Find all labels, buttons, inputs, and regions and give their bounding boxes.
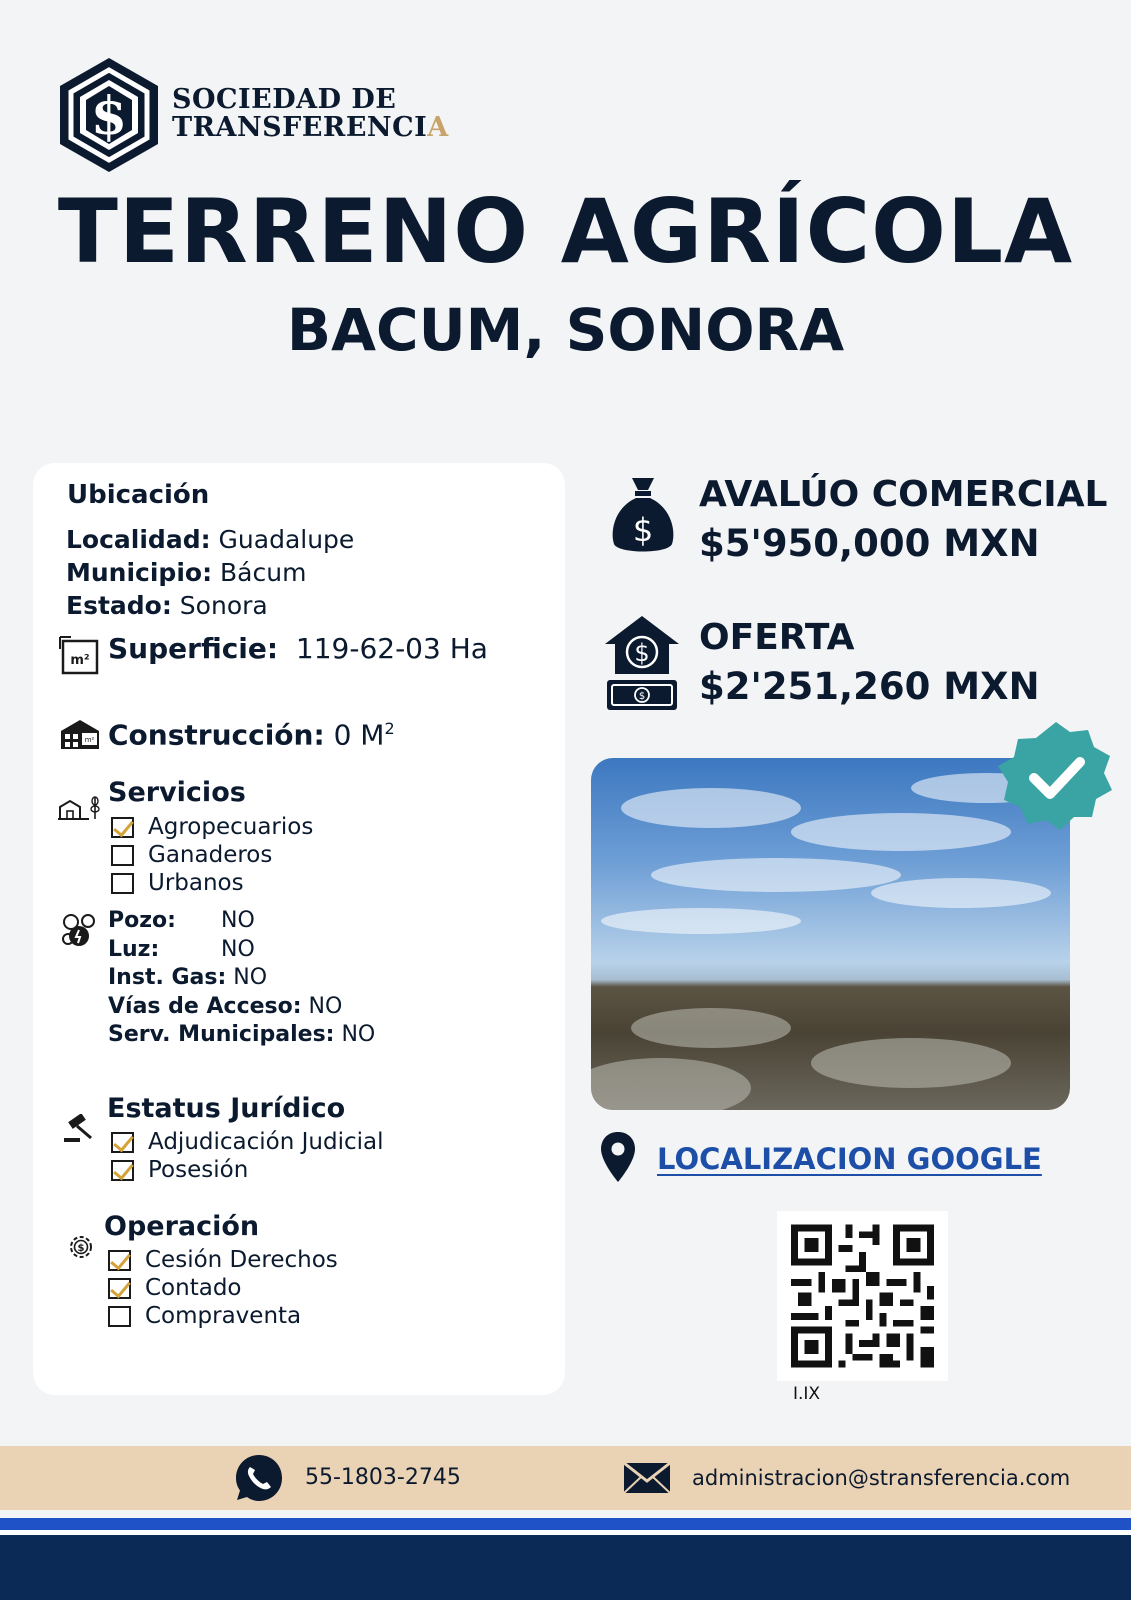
operacion-compraventa[interactable] — [108, 1302, 338, 1330]
svg-text:$: $ — [634, 639, 650, 667]
oferta-label: OFERTA — [699, 617, 855, 658]
operacion-contado[interactable] — [108, 1274, 338, 1302]
oferta-value: $2'251,260 MXN — [699, 665, 1040, 708]
estatus-posesion[interactable] — [111, 1156, 384, 1184]
avaluo-value: $5'950,000 MXN — [699, 522, 1040, 565]
construccion-row — [108, 711, 395, 753]
servicio-ganaderos-label: Ganaderos — [148, 842, 273, 868]
logo-text — [172, 86, 449, 142]
footer-stripe-blue — [0, 1518, 1131, 1530]
estatus-checklist — [111, 1128, 384, 1184]
pozo-label: Pozo: — [108, 908, 176, 933]
superficie-row — [108, 631, 488, 667]
municipales-label: Serv. Municipales: — [108, 1022, 335, 1047]
servicios-details — [108, 907, 375, 1050]
servicio-urbanos-label: Urbanos — [148, 870, 244, 896]
google-location-link[interactable]: LOCALIZACION GOOGLE — [657, 1142, 1042, 1176]
checkbox-posesion[interactable] — [111, 1160, 134, 1181]
svg-text:$: $ — [90, 86, 128, 147]
operacion-checklist — [108, 1246, 338, 1330]
operacion-cesion[interactable] — [108, 1246, 338, 1274]
money-bag-icon — [608, 474, 678, 556]
logo-line-2-main: TRANSFERENCI — [172, 112, 428, 143]
checkbox-cesion[interactable] — [108, 1250, 131, 1271]
svg-text:m²: m² — [84, 736, 95, 744]
localidad-row — [66, 523, 354, 556]
operacion-title: Operación — [104, 1211, 260, 1242]
m2-icon — [59, 635, 101, 677]
ubicacion-title: Ubicación — [67, 480, 210, 510]
avaluo-label: AVALÚO COMERCIAL — [699, 474, 1108, 515]
estatus-adjudicacion-label: Adjudicación Judicial — [148, 1129, 384, 1155]
svg-text:m²: m² — [70, 653, 90, 668]
verified-check-icon — [994, 720, 1118, 838]
acceso-row — [108, 993, 375, 1022]
gas-label: Inst. Gas: — [108, 965, 227, 990]
qr-caption: I.IX — [793, 1384, 821, 1404]
checkbox-compraventa[interactable] — [108, 1306, 131, 1327]
footer-phone[interactable]: 55-1803-2745 — [305, 1465, 461, 1490]
localidad-value: Guadalupe — [210, 525, 355, 554]
luz-value: NO — [221, 936, 255, 962]
municipio-label: Municipio: — [66, 558, 213, 587]
logo-line-1: SOCIEDAD DE — [172, 84, 397, 115]
checkbox-contado[interactable] — [108, 1278, 131, 1299]
servicios-checklist — [111, 813, 313, 897]
municipales-value: NO — [334, 1022, 376, 1047]
farm-icon — [57, 793, 103, 823]
gas-row — [108, 964, 375, 993]
operacion-compraventa-label: Compraventa — [145, 1303, 302, 1329]
estatus-posesion-label: Posesión — [148, 1157, 249, 1183]
operacion-contado-label: Contado — [145, 1275, 242, 1301]
building-icon — [59, 717, 101, 751]
luz-label: Luz: — [108, 936, 160, 962]
localidad-label: Localidad: — [66, 525, 211, 554]
estatus-title: Estatus Jurídico — [107, 1093, 346, 1124]
page-subtitle: BACUM, SONORA — [286, 296, 845, 364]
municipales-row — [108, 1021, 375, 1050]
property-details-card — [33, 463, 565, 1395]
municipio-row — [66, 556, 306, 589]
checkbox-adjudicacion[interactable] — [111, 1132, 134, 1153]
luz-row — [108, 936, 375, 965]
pozo-value: NO — [221, 908, 255, 933]
estado-row — [66, 589, 268, 622]
gas-value: NO — [226, 965, 268, 990]
gear-dollar-icon — [65, 1231, 97, 1263]
logo-shield-dollar-icon — [56, 56, 162, 174]
footer-email[interactable]: administracion@stransferencia.com — [692, 1466, 1071, 1490]
pozo-row — [108, 907, 375, 936]
footer-stripe-navy — [0, 1535, 1131, 1600]
estado-label: Estado: — [66, 591, 172, 620]
gavel-icon — [63, 1114, 95, 1144]
construccion-value: 0 M — [324, 718, 385, 752]
construccion-exponent: 2 — [384, 719, 395, 738]
checkbox-urbanos[interactable] — [111, 873, 134, 894]
estatus-adjudicacion[interactable] — [111, 1128, 384, 1156]
construccion-label: Construcción: — [108, 718, 325, 752]
superficie-label: Superficie: — [108, 632, 279, 665]
servicio-agropecuarios[interactable] — [111, 813, 313, 841]
servicio-urbanos[interactable] — [111, 869, 313, 897]
municipio-value: Bácum — [212, 558, 307, 587]
svg-text:$: $ — [632, 511, 654, 549]
estado-value: Sonora — [171, 591, 268, 620]
acceso-value: NO — [301, 993, 343, 1019]
checkbox-agropecuarios[interactable] — [111, 817, 134, 838]
superficie-value: 119-62-03 Ha — [295, 632, 488, 665]
svg-text:$: $ — [638, 691, 646, 702]
utilities-icon — [61, 912, 99, 948]
servicio-ganaderos[interactable] — [111, 841, 313, 869]
logo-line-2 — [172, 114, 449, 142]
servicios-title: Servicios — [108, 777, 246, 808]
phone-icon — [234, 1453, 284, 1503]
qr-code-icon — [777, 1211, 948, 1381]
map-pin-icon — [599, 1130, 637, 1184]
money-house-icon — [603, 614, 681, 714]
acceso-label: Vías de Acceso: — [108, 993, 302, 1019]
svg-text:$: $ — [77, 1243, 85, 1254]
envelope-icon — [622, 1461, 672, 1495]
brand-logo — [56, 56, 456, 176]
servicio-agropecuarios-label: Agropecuarios — [148, 814, 314, 840]
qr-code[interactable] — [777, 1211, 948, 1381]
page-title: TERRENO AGRÍCOLA — [57, 180, 1074, 283]
logo-line-2-accent: A — [427, 112, 449, 143]
checkbox-ganaderos[interactable] — [111, 845, 134, 866]
operacion-cesion-label: Cesión Derechos — [145, 1247, 338, 1273]
